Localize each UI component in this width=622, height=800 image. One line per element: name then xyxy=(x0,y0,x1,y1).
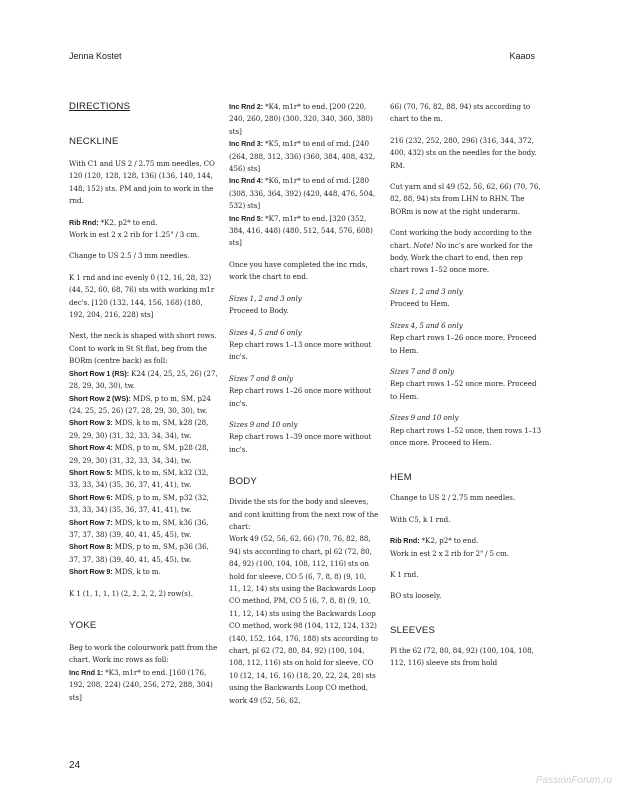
short-row-5-text: MDS, k to m, SM, k32 (32, 33, 33, 34) (35, 36, 37, 41, 41), tw. xyxy=(69,467,209,490)
cast-on-paragraph: With C1 and US 2 / 2.75 mm needles, CO 120 (120, 128, 128, 136) (136, 140, 144, 148, 152) sts. PM and join to work in the rnd. xyxy=(69,159,215,206)
inc-round-2 xyxy=(229,101,379,138)
inc-round-3-label: Inc Rnd 3: xyxy=(229,139,264,149)
short-row-2 xyxy=(69,393,219,418)
rib-round-line xyxy=(69,217,219,229)
inc-round-4-text: *K6, m1r* to end of rnd. [280 (308, 336, 364, 392) (420, 448, 476, 504, 532) sts] xyxy=(229,176,376,211)
body-sizes-9-10-text: Rep chart rows 1–52 once, then rows 1–13 once more. Proceed to Hem. xyxy=(390,425,542,447)
cont-working-text-a: Cont working the body according to the chart. xyxy=(390,228,532,250)
sizes-1-3-text: Proceed to Body. xyxy=(229,306,289,316)
inc-round-4-label: Inc Rnd 4: xyxy=(229,176,264,186)
short-row-3-text: MDS, k to m, SM, k28 (28, 29, 29, 30) (31, 32, 33, 34, 34), tw. xyxy=(69,418,209,440)
hem-rib-round-line xyxy=(390,535,542,547)
cont-working-paragraph xyxy=(390,227,542,277)
knit-rows-paragraph: K 1 (1, 1, 1, 1) (2, 2, 2, 2, 2) row(s). xyxy=(69,588,193,598)
short-row-7-label: Short Row 7: xyxy=(69,517,113,527)
hem-heading: HEM xyxy=(390,472,412,484)
hem-k1-round: K 1 rnd. xyxy=(390,569,419,579)
body-work-paragraph: Work 49 (52, 56, 62, 66) (70, 76, 82, 88, 94) sts according to chart, pl 62 (72, 80, 84, 92) (100, 104, 108, 112, 116) sts on hold for sleeve, CO 5 (6, 7, 8, 8) (9, 10, 11, 12, 14) sts using the Backwards Loop CO method, PM, CO 5 (6, 7, 8, 8) (9, 10, 11, 12, 14) sts using the Backwards Loop CO method, work 98 (104, 112, 124, 132) (140, 152, 164, 176, 188) sts according to chart, pl 62 (72, 80, 84, 92) (100, 104, 108, 112, 116) sts on hold for sleeve, CO 10 (12, 14, 16, 16) (18, 20, 22, 24, 28) sts using the Backwards Loop CO method, work 49 (52, 56, 62, xyxy=(229,534,378,705)
body-stitch-count-paragraph: 216 (232, 252, 280, 296) (316, 344, 372, 400, 432) sts on the needles for the body. RM. xyxy=(390,135,537,170)
inc-round-3 xyxy=(229,138,379,175)
yoke-heading: YOKE xyxy=(69,620,97,631)
sleeves-paragraph: Pl the 62 (72, 80, 84, 92) (100, 104, 108, 112, 116) sleeve sts from hold xyxy=(390,645,534,668)
short-row-6 xyxy=(69,492,219,517)
short-row-3-label: Short Row 3: xyxy=(69,418,113,428)
inc-round-4 xyxy=(229,175,379,212)
inc-round-2-label: Inc Rnd 2: xyxy=(229,102,264,111)
column-2 xyxy=(229,101,379,707)
short-row-8-text: MDS, p to m, SM, p36 (36, 37, 37, 38) (39, 40, 41, 45, 45), tw. xyxy=(69,542,209,564)
body-sizes-7-8-label: Sizes 7 and 8 only xyxy=(390,366,455,376)
column-3 xyxy=(390,101,542,670)
sizes-7-8-label: Sizes 7 and 8 only xyxy=(229,373,294,383)
short-row-5-label: Short Row 5: xyxy=(69,467,113,477)
inc-round-2-text: *K4, m1r* to end. [200 (220, 240, 260, 280) (300, 320, 340, 360, 380) sts] xyxy=(229,102,373,136)
rib-work-line: Work in est 2 x 2 rib for 1.25" / 3 cm. xyxy=(69,230,200,240)
inc-round-5-text: *K7, m1r* to end. [320 (352, 384, 416, 448) (480, 512, 544, 576, 608) sts] xyxy=(229,213,373,248)
inc-round-3-text: *K5, m1r* to end of rnd. [240 (264, 288, 312, 336) (360, 384, 408, 432, 456) sts] xyxy=(229,139,376,174)
hem-change-needles: Change to US 2 / 2.75 mm needles. xyxy=(390,493,516,503)
short-row-2-text: MDS, p to m, SM, p24 (24, 25, 25, 26) (27, 28, 29, 30, 30), tw. xyxy=(69,393,211,415)
hem-rib-round-label: Rib Rnd: xyxy=(390,536,420,546)
short-row-2-label: Short Row 2 (WS): xyxy=(69,393,131,403)
inc-round-1-text: *K3, m1r* to end. [160 (176, 192, 208, 224) (240, 256, 272, 288, 304) sts] xyxy=(69,667,213,702)
page-number: 24 xyxy=(69,760,81,771)
watermark: PassionForum.ru xyxy=(535,775,612,786)
sizes-9-10-label: Sizes 9 and 10 only xyxy=(229,419,298,429)
body-sizes-7-8-text: Rep chart rows 1–52 once more. Proceed to Hem. xyxy=(390,379,537,401)
cut-yarn-paragraph: Cut yarn and sl 49 (52, 56, 62, 66) (70, 76, 82, 88, 94) sts from LHN to RHN. The BORm is now at the right underarm. xyxy=(390,182,541,216)
short-row-1-text: K24 (24, 25, 25, 26) (27, 28, 29, 30, 30), tw. xyxy=(69,368,218,391)
sizes-4-6-label: Sizes 4, 5 and 6 only xyxy=(229,327,302,337)
body-sizes-1-3-text: Proceed to Hem. xyxy=(390,299,450,309)
sizes-9-10-text: Rep chart rows 1–39 once more without inc's. xyxy=(229,432,372,454)
short-row-8 xyxy=(69,541,219,566)
short-row-9-label: Short Row 9: xyxy=(69,567,113,577)
short-row-3 xyxy=(69,417,219,442)
rib-round-text: *K2, p2* to end. xyxy=(98,217,158,227)
header-author: Jenna Kostet xyxy=(69,51,122,61)
inc-round-1 xyxy=(69,667,219,704)
short-row-4-label: Short Row 4: xyxy=(69,443,113,453)
yoke-intro: Beg to work the colourwork patt from the chart. Work inc rows as foll: xyxy=(69,643,218,665)
note-label: Note! xyxy=(413,240,434,250)
inc-round-1-label: Inc Rnd 1: xyxy=(69,667,104,677)
rib-round-label: Rib Rnd: xyxy=(69,217,99,227)
column-1 xyxy=(69,101,219,704)
sizes-1-3-label: Sizes 1, 2 and 3 only xyxy=(229,293,302,303)
bind-off-paragraph: BO sts loosely. xyxy=(390,591,442,601)
body-heading: BODY xyxy=(229,476,257,488)
short-row-5 xyxy=(69,467,219,492)
short-row-9 xyxy=(69,566,219,578)
short-row-4-text: MDS, p to m, SM, p28 (28, 29, 29, 30) (31, 32, 33, 34, 34), tw. xyxy=(69,443,209,465)
short-row-7-text: MDS, k to m, SM, k36 (36, 37, 37, 38) (39, 40, 41, 45, 45), tw. xyxy=(69,517,209,539)
short-row-6-text: MDS, p to m, SM, p32 (32, 33, 33, 34) (35, 36, 37, 41, 41), tw. xyxy=(69,492,209,515)
knit-increase-paragraph: K 1 rnd and inc evenly 0 (12, 16, 28, 32) (44, 52, 60, 68, 76) sts with working m1r dec's. [120 (132, 144, 156, 168) (180, 192, 204, 216, 228) sts] xyxy=(69,272,215,320)
hem-rib-work-line: Work in est 2 x 2 rib for 2" / 5 cm. xyxy=(390,548,509,558)
inc-round-5 xyxy=(229,213,379,250)
cont-working-text-b: No inc's are worked for the body. Work the chart to end, then rep chart rows 1–52 once more. xyxy=(390,240,533,275)
complete-inc-paragraph: Once you have completed the inc rnds, work the chart to end. xyxy=(229,259,368,282)
directions-heading: DIRECTIONS xyxy=(69,101,131,112)
divide-paragraph: Divide the sts for the body and sleeves, and cont knitting from the next row of the chart: xyxy=(229,497,379,531)
sleeves-heading: SLEEVES xyxy=(390,624,436,636)
short-rows-intro: Next, the neck is shaped with short rows. Cont to work in St St flat, beg from the BORm (centre back) as foll: xyxy=(69,331,217,366)
body-sizes-1-3-label: Sizes 1, 2 and 3 only xyxy=(390,286,463,296)
short-row-1 xyxy=(69,368,219,393)
hem-knit-round: With C5, k 1 rnd. xyxy=(390,514,451,524)
neckline-heading: NECKLINE xyxy=(69,136,119,147)
inc-round-5-label: Inc Rnd 5: xyxy=(229,213,264,223)
short-row-8-label: Short Row 8: xyxy=(69,542,113,552)
body-continued-paragraph: 66) (70, 76, 82, 88, 94) sts according to chart to the m. xyxy=(390,102,531,124)
body-sizes-9-10-label: Sizes 9 and 10 only xyxy=(390,413,459,423)
short-row-7 xyxy=(69,517,219,542)
short-row-4 xyxy=(69,442,219,467)
short-row-9-text: MDS, k to m. xyxy=(112,567,161,577)
body-sizes-4-6-text: Rep chart rows 1–26 once more. Proceed to Hem. xyxy=(390,333,537,355)
hem-rib-round-text: *K2, p2* to end. xyxy=(419,536,479,546)
sizes-7-8-text: Rep chart rows 1–26 once more without inc's. xyxy=(229,386,372,408)
short-row-6-label: Short Row 6: xyxy=(69,492,113,502)
body-sizes-4-6-label: Sizes 4, 5 and 6 only xyxy=(390,320,463,330)
change-needles-paragraph: Change to US 2.5 / 3 mm needles. xyxy=(69,251,190,261)
header-pattern-name: Kaaos xyxy=(509,51,535,61)
short-row-1-label: Short Row 1 (RS): xyxy=(69,368,130,378)
sizes-4-6-text: Rep chart rows 1–13 once more without inc's. xyxy=(229,339,372,362)
